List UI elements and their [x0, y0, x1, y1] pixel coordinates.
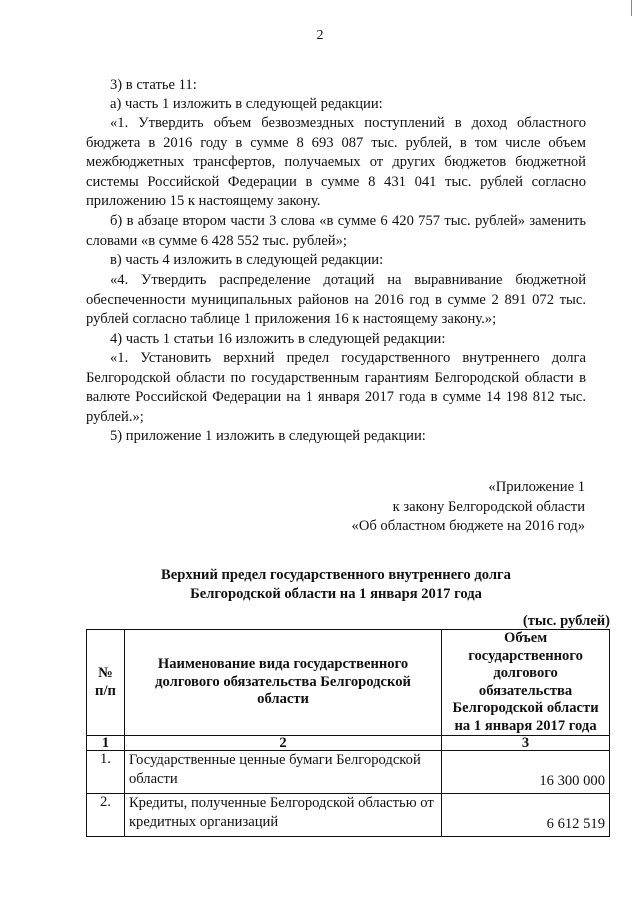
debt-table	[86, 629, 610, 837]
paragraph-part-4-heading: в) часть 4 изложить в следующей редакции:	[110, 252, 384, 268]
paragraph-part-3-change: б) в абзаце втором части 3 слова «в сумме 6 420 757 тыс. рублей» заменить словами «в сумме 6 428 552 тыс. рублей»;	[86, 213, 586, 249]
units-label: (тыс. рублей)	[522, 613, 610, 629]
row-number: 1.	[87, 751, 125, 794]
row-number: 2.	[87, 794, 125, 837]
page-number: 2	[316, 28, 324, 43]
paragraph-part-4-text: «4. Утвердить распределение дотаций на выравнивание бюджетной обеспеченности муниципальных районов на 2016 год в сумме 2 891 072 тыс. рублей согласно таблице 1 приложения 16 к настоящему закону.»;	[86, 272, 586, 327]
row-name: Кредиты, полученные Белгородской областью от кредитных организаций	[124, 794, 441, 837]
table-title-line-2: Белгородской области на 1 января 2017 года	[190, 586, 482, 602]
table-header-row	[87, 630, 610, 736]
table-index-row	[87, 736, 610, 751]
table-row	[87, 751, 610, 794]
table-title	[86, 566, 586, 604]
index-cell-2: 2	[124, 736, 441, 751]
row-value: 6 612 519	[442, 794, 610, 837]
appendix-line-1: «Приложение 1	[488, 479, 585, 495]
paragraph-appendix-1: 5) приложение 1 изложить в следующей редакции:	[110, 428, 426, 444]
table-title-line-1: Верхний предел государственного внутреннего долга	[161, 567, 511, 583]
paragraph-article-11: 3) в статье 11:	[110, 77, 197, 93]
index-cell-3: 3	[442, 736, 610, 751]
paragraph-article-16: 4) часть 1 статьи 16 изложить в следующей редакции:	[110, 331, 446, 347]
row-value: 16 300 000	[442, 751, 610, 794]
row-name: Государственные ценные бумаги Белгородской области	[124, 751, 441, 794]
appendix-header	[330, 478, 585, 537]
paragraph-article-16-text: «1. Установить верхний предел государственного внутреннего долга Белгородской области по государственным гарантиям Белгородской области в валюте Российской Федерации на 1 января 2017 года в сумме 14 198 812 тыс. рублей.»;	[86, 350, 586, 425]
appendix-line-2: к закону Белгородской области	[392, 498, 585, 515]
scan-mark	[631, 0, 632, 16]
paragraph-part-1-heading: а) часть 1 изложить в следующей редакции:	[110, 96, 383, 112]
header-value: Объем государственного долгового обязательства Белгородской области на 1 января 2017 года	[442, 630, 610, 736]
table-row	[87, 794, 610, 837]
index-cell-1: 1	[87, 736, 125, 751]
header-name: Наименование вида государственного долгового обязательства Белгородской области	[124, 630, 441, 736]
paragraph-part-1-text: «1. Утвердить объем безвозмездных поступлений в доход областного бюджета в 2016 году в сумме 8 693 087 тыс. рублей, в том числе объем межбюджетных трансфертов, получаемых от других бюджетов бюджетной системы Российской Федерации в сумме 8 431 041 тыс. рублей согласно приложению 15 к настоящему закону.	[86, 115, 586, 209]
appendix-line-3: «Об областном бюджете на 2016 год»	[351, 518, 585, 534]
header-number: № п/п	[87, 630, 125, 736]
